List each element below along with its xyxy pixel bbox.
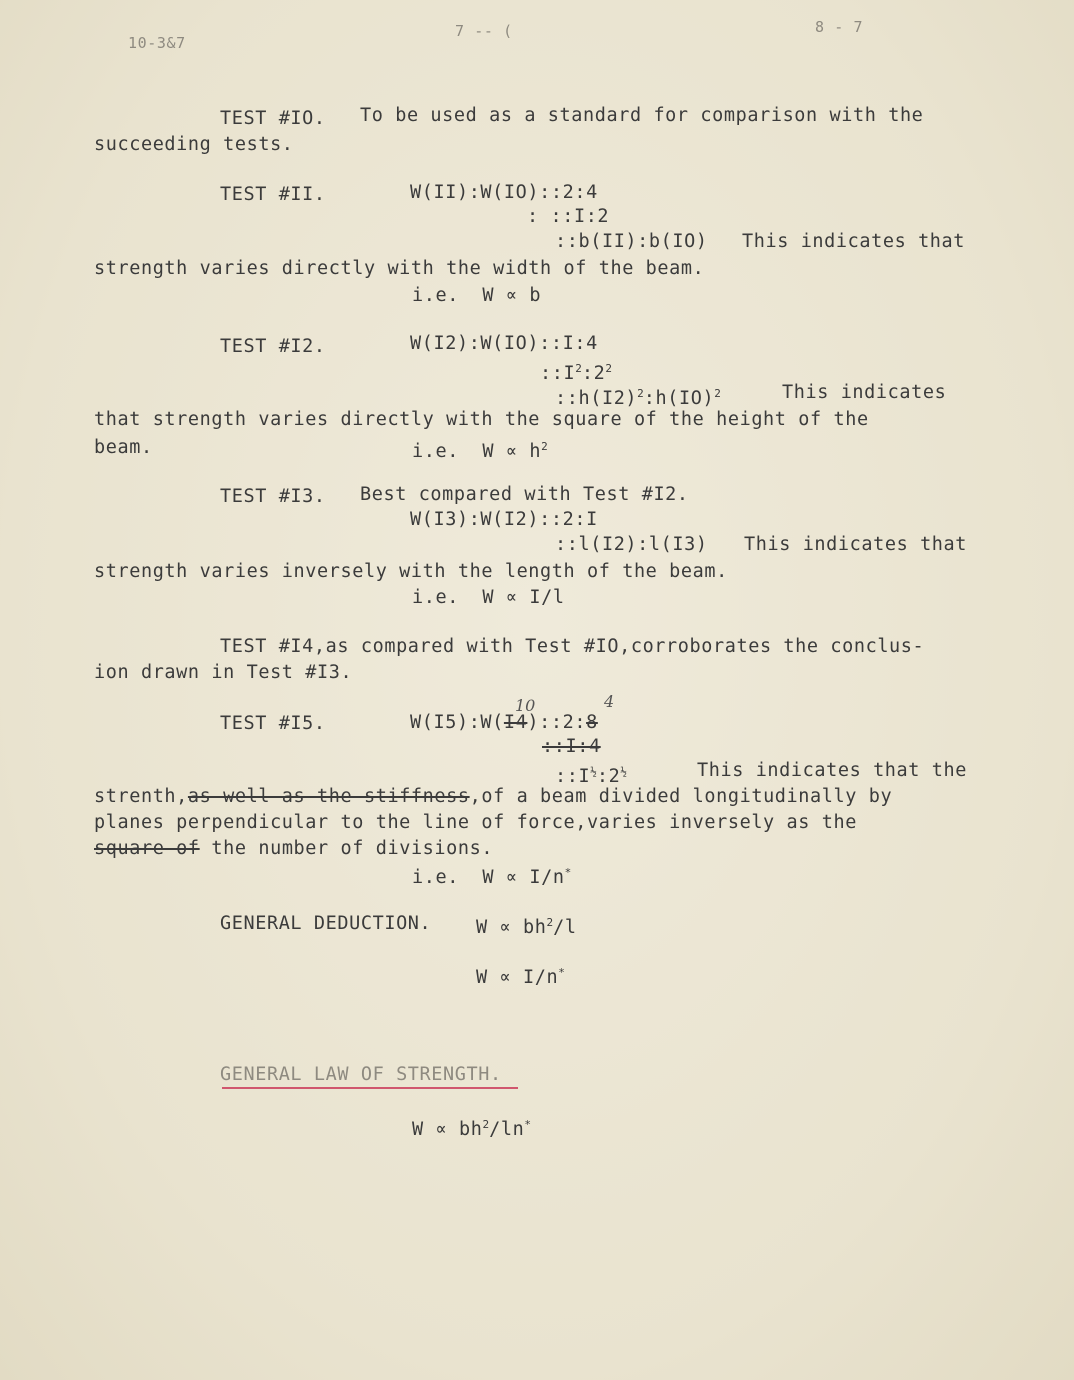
handwritten-10: 10 <box>515 696 536 715</box>
test11-eq2: : ::I:2 <box>527 206 610 227</box>
test13-eq1: W(I3):W(I2)::2:I <box>410 509 598 530</box>
test11-eq3: ::b(II):b(IO) <box>555 231 708 252</box>
test13-label: TEST #I3. <box>220 486 326 507</box>
test15-label: TEST #I5. <box>220 713 326 734</box>
general-deduction-formula2: W ∝ I/n* <box>476 966 565 988</box>
test12-eq3: $::h(I2)^2:h(IO)^2$ <box>555 387 721 409</box>
test10-line2: succeeding tests. <box>94 134 294 155</box>
test11-line: strength varies directly with the width of the beam. <box>94 258 705 279</box>
header-mark-left: 10-3&7 <box>128 34 186 52</box>
test11-ie: i.e. W ∝ b <box>412 285 542 306</box>
test15-line2: planes perpendicular to the line of force,varies inversely as the <box>94 812 857 833</box>
test10-label: TEST #IO. <box>220 108 326 129</box>
test15-ie: i.e. W ∝ I/n* <box>412 866 572 888</box>
test15-line1: strenth,as well as the stiffness,of a beam divided longitudinally by <box>94 786 893 807</box>
header-mark-center: 7 -- ( <box>455 22 513 40</box>
test12-line: that strength varies directly with the square of the height of the <box>94 409 869 430</box>
handwritten-4: 4 <box>604 692 615 711</box>
test15-note: This indicates that the <box>697 760 967 781</box>
test15-eq2-struck: ::I:4 <box>542 736 601 757</box>
test13-intro: Best compared with Test #I2. <box>360 484 689 505</box>
general-deduction-formula1: $W \propto bh^2/l$ <box>476 916 577 938</box>
test13-line: strength varies inversely with the length of the beam. <box>94 561 728 582</box>
general-law-formula: $W \propto bh^2/\ln^*$ <box>412 1118 531 1140</box>
red-underline <box>222 1087 518 1089</box>
test11-label: TEST #II. <box>220 184 326 205</box>
test12-eq1: W(I2):W(IO)::I:4 <box>410 333 598 354</box>
test15-eq1: W(I5):W(I4)::2:8 <box>410 712 598 733</box>
general-law-heading: GENERAL LAW OF STRENGTH. <box>220 1064 502 1085</box>
test14-line2: ion drawn in Test #I3. <box>94 662 353 683</box>
test13-note: This indicates that <box>744 534 968 555</box>
test10-line1: To be used as a standard for comparison with the <box>360 105 924 126</box>
test14-line1: TEST #I4,as compared with Test #IO,corroborates the conclus- <box>220 636 925 657</box>
test11-eq1: W(II):W(IO)::2:4 <box>410 182 598 203</box>
test11-note: This indicates that <box>742 231 966 252</box>
test13-ie: i.e. W ∝ I/l <box>412 587 565 608</box>
test12-ie: i.e. $W \propto h^2$ <box>412 440 548 462</box>
test12-eq2: $::I^2:2^2$ <box>540 362 612 384</box>
general-deduction-label: GENERAL DEDUCTION. <box>220 913 432 934</box>
test15-eq3: $::I^{\frac{1}{2}}:2^{\frac{1}{2}}$ <box>555 765 627 787</box>
test12-note: This indicates <box>782 382 947 403</box>
test15-line3: square of the number of divisions. <box>94 838 494 859</box>
test12-line2: beam. <box>94 437 153 458</box>
test12-label: TEST #I2. <box>220 336 326 357</box>
test13-eq2: ::l(I2):l(I3) <box>555 534 708 555</box>
header-mark-right: 8 - 7 <box>815 18 864 36</box>
